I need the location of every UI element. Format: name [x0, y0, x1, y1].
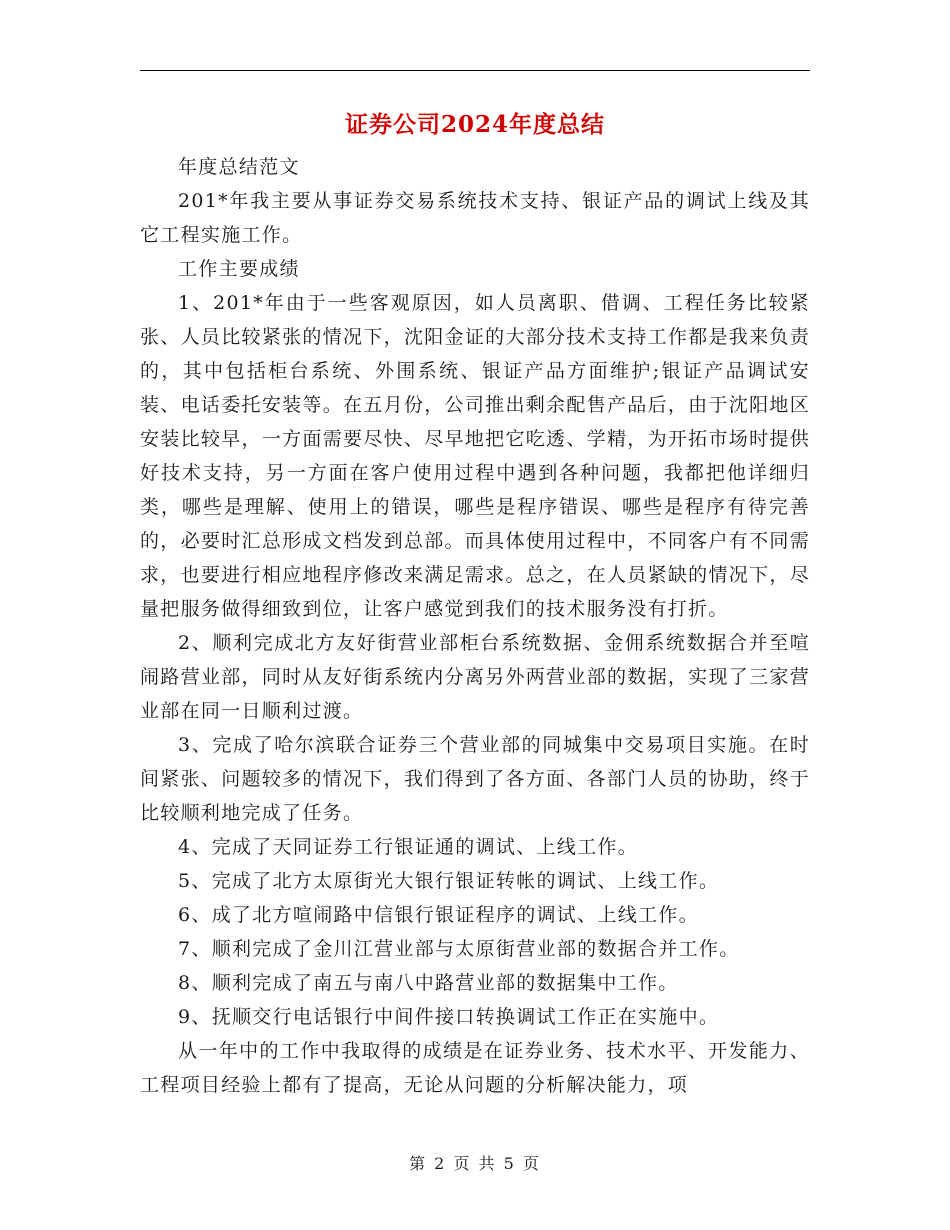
paragraph: 8、顺利完成了南五与南八中路营业部的数据集中工作。	[178, 972, 679, 994]
paragraph: 7、顺利完成了金川江营业部与太原街营业部的数据合并工作。	[178, 938, 740, 960]
paragraph: 年度总结范文	[178, 156, 300, 178]
page-number-footer: 第 2 页 共 5 页	[409, 1154, 541, 1173]
paragraph: 5、完成了北方太原街光大银行银证转帐的调试、上线工作。	[178, 870, 720, 892]
paragraph: 1、201*年由于一些客观原因，如人员离职、借调、工程任务比较紧张、人员比较紧张的情况下，沈阳金证的大部分技术支持工作都是我来负责的，其中包括柜台系统、外围系统、银证产品方面维护;银证产品调试安装、电话委托安装等。在五月份，公司推出剩余配售产品后，由于沈阳地区安装比较早，一方面需要尽快、尽早地把它吃透、学精，为开拓市场时提供好技术支持，另一方面在客户使用过程中遇到各种问题，我都把他详细归类，哪些是理解、使用上的错误，哪些是程序错误、哪些是程序有待完善的，必要时汇总形成文档发到总部。而具体使用过程中，不同客户有不同需求，也要进行相应地程序修改来满足需求。总之，在人员紧缺的情况下，尽量把服务做得细致到位，让客户感觉到我们的技术服务没有打折。	[140, 292, 810, 620]
paragraph: 工作主要成绩	[178, 258, 300, 280]
document-title: 证券公司2024年度总结	[344, 111, 605, 138]
paragraph: 2、顺利完成北方友好街营业部柜台系统数据、金佣系统数据合并至喧闹路营业部，同时从友好街系统内分离另外两营业部的数据，实现了三家营业部在同一日顺利过渡。	[140, 632, 810, 722]
paragraph: 3、完成了哈尔滨联合证券三个营业部的同城集中交易项目实施。在时间紧张、问题较多的情况下，我们得到了各方面、各部门人员的协助，终于比较顺利地完成了任务。	[140, 734, 810, 824]
document-body	[140, 150, 810, 1102]
header-rule	[140, 70, 810, 71]
paragraph: 201*年我主要从事证券交易系统技术支持、银证产品的调试上线及其它工程实施工作。	[140, 190, 810, 246]
paragraph: 4、完成了天同证券工行银证通的调试、上线工作。	[178, 836, 638, 858]
paragraph: 6、成了北方喧闹路中信银行银证程序的调试、上线工作。	[178, 904, 699, 926]
paragraph: 9、抚顺交行电话银行中间件接口转换调试工作正在实施中。	[178, 1006, 720, 1028]
paragraph: 从一年中的工作中我取得的成绩是在证券业务、技术水平、开发能力、工程项目经验上都有了提高，无论从问题的分析解决能力，项	[140, 1040, 810, 1096]
